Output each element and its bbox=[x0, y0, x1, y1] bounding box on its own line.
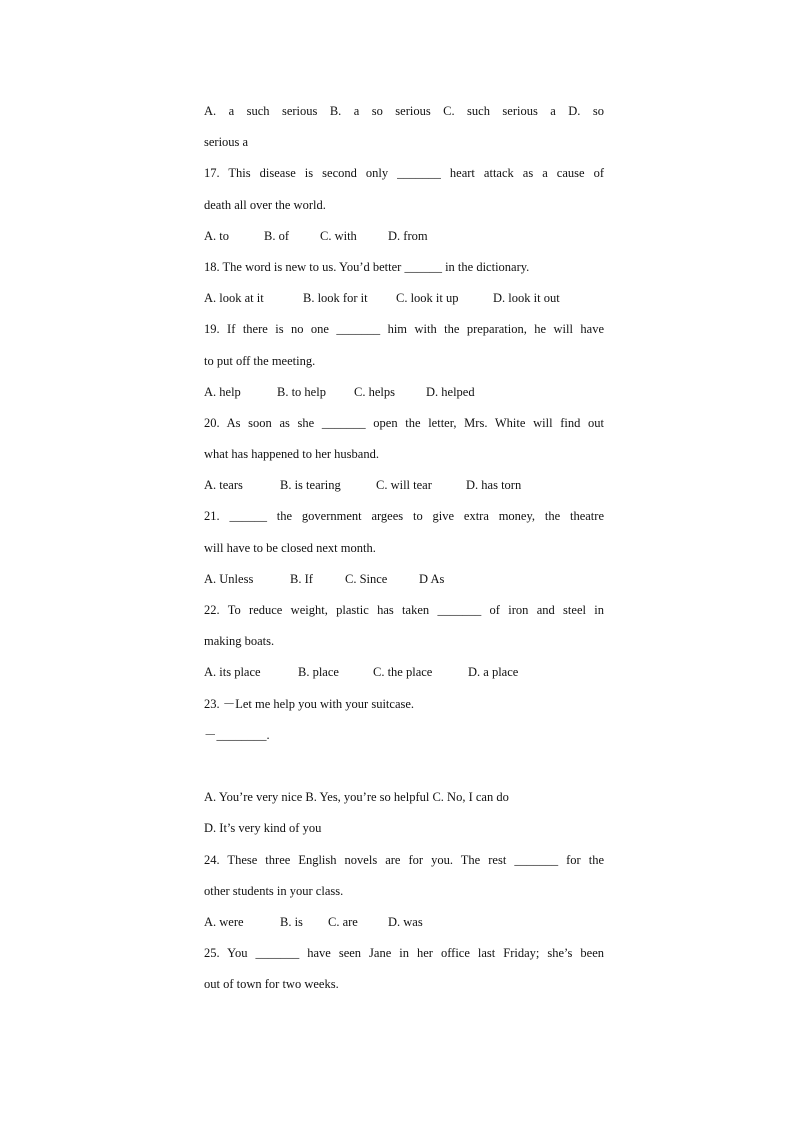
q21-option-c: C. Since bbox=[345, 571, 388, 586]
q21-option-d: D As bbox=[419, 571, 445, 586]
q20-option-d: D. has torn bbox=[466, 478, 522, 493]
q20-option-b: B. is tearing bbox=[280, 478, 341, 493]
q17-stem-line1: 17. This disease is second only _______ heart attack as a cause of bbox=[204, 166, 604, 181]
question-list bbox=[204, 96, 604, 1000]
q18-options bbox=[204, 283, 604, 314]
q24-stem-line2: other students in your class. bbox=[204, 883, 344, 898]
q22-stem-line2: making boats. bbox=[204, 634, 275, 649]
q20-stem-line2: what has happened to her husband. bbox=[204, 447, 379, 462]
q22-options bbox=[204, 657, 604, 688]
q21-stem-line1: 21. ______ the government argees to give extra money, the theatre bbox=[204, 509, 604, 524]
blank-spacer bbox=[204, 751, 604, 782]
q24-options bbox=[204, 907, 604, 938]
q22-option-d: D. a place bbox=[468, 665, 519, 680]
q17-option-a: A. to bbox=[204, 228, 229, 243]
q22-option-a: A. its place bbox=[204, 665, 261, 680]
q20-stem-line1: 20. As soon as she _______ open the letter, Mrs. White will find out bbox=[204, 415, 604, 430]
q21-stem-line2: will have to be closed next month. bbox=[204, 540, 376, 555]
q17-options bbox=[204, 221, 604, 252]
q20-option-c: C. will tear bbox=[376, 478, 432, 493]
q19-option-d: D. helped bbox=[426, 384, 475, 399]
q24-option-c: C. are bbox=[328, 914, 358, 929]
q23-options-line2: D. It’s very kind of you bbox=[204, 821, 322, 836]
q16-options-line1: A. a such serious B. a so serious C. such serious a D. so bbox=[204, 104, 604, 118]
q20-options bbox=[204, 470, 604, 501]
q19-stem-line2: to put off the meeting. bbox=[204, 353, 316, 368]
q24-stem-line1: 24. These three English novels are for you. The rest _______ for the bbox=[204, 852, 604, 867]
q19-options bbox=[204, 377, 604, 408]
q25-stem-line1: 25. You _______ have seen Jane in her office last Friday; she’s been bbox=[204, 946, 604, 961]
q18-option-a: A. look at it bbox=[204, 291, 264, 306]
q19-stem-line1: 19. If there is no one _______ him with the preparation, he will have bbox=[204, 322, 604, 337]
q21-options bbox=[204, 564, 604, 595]
q18-option-d: D. look it out bbox=[493, 291, 560, 306]
q19-option-c: C. helps bbox=[354, 384, 395, 399]
q24-option-a: A. were bbox=[204, 914, 244, 929]
q18-option-c: C. look it up bbox=[396, 291, 459, 306]
q22-option-b: B. place bbox=[298, 665, 339, 680]
q19-option-b: B. to help bbox=[277, 384, 326, 399]
q22-stem-line1: 22. To reduce weight, plastic has taken _______ of iron and steel in bbox=[204, 603, 604, 617]
q24-option-b: B. is bbox=[280, 914, 303, 929]
q19-option-a: A. help bbox=[204, 384, 241, 399]
q24-option-d: D. was bbox=[388, 914, 423, 929]
q23-options-line1: A. You’re very nice B. Yes, you’re so helpful C. No, I can do bbox=[204, 790, 509, 805]
q17-option-c: C. with bbox=[320, 228, 357, 243]
q17-option-b: B. of bbox=[264, 228, 289, 243]
q17-option-d: D. from bbox=[388, 228, 428, 243]
q25-stem-line2: out of town for two weeks. bbox=[204, 977, 339, 992]
q17-stem-line2: death all over the world. bbox=[204, 197, 326, 212]
q18-stem: 18. The word is new to us. You’d better ______ in the dictionary. bbox=[204, 259, 530, 274]
q20-option-a: A. tears bbox=[204, 478, 243, 493]
q23-stem-line1: 23. －Let me help you with your suitcase. bbox=[204, 696, 415, 711]
q21-option-b: B. If bbox=[290, 571, 313, 586]
q22-option-c: C. the place bbox=[373, 665, 433, 680]
q18-option-b: B. look for it bbox=[303, 291, 368, 306]
q21-option-a: A. Unless bbox=[204, 571, 254, 586]
q23-stem-line2: －________. bbox=[204, 727, 270, 742]
q16-options-line2: serious a bbox=[204, 135, 249, 150]
